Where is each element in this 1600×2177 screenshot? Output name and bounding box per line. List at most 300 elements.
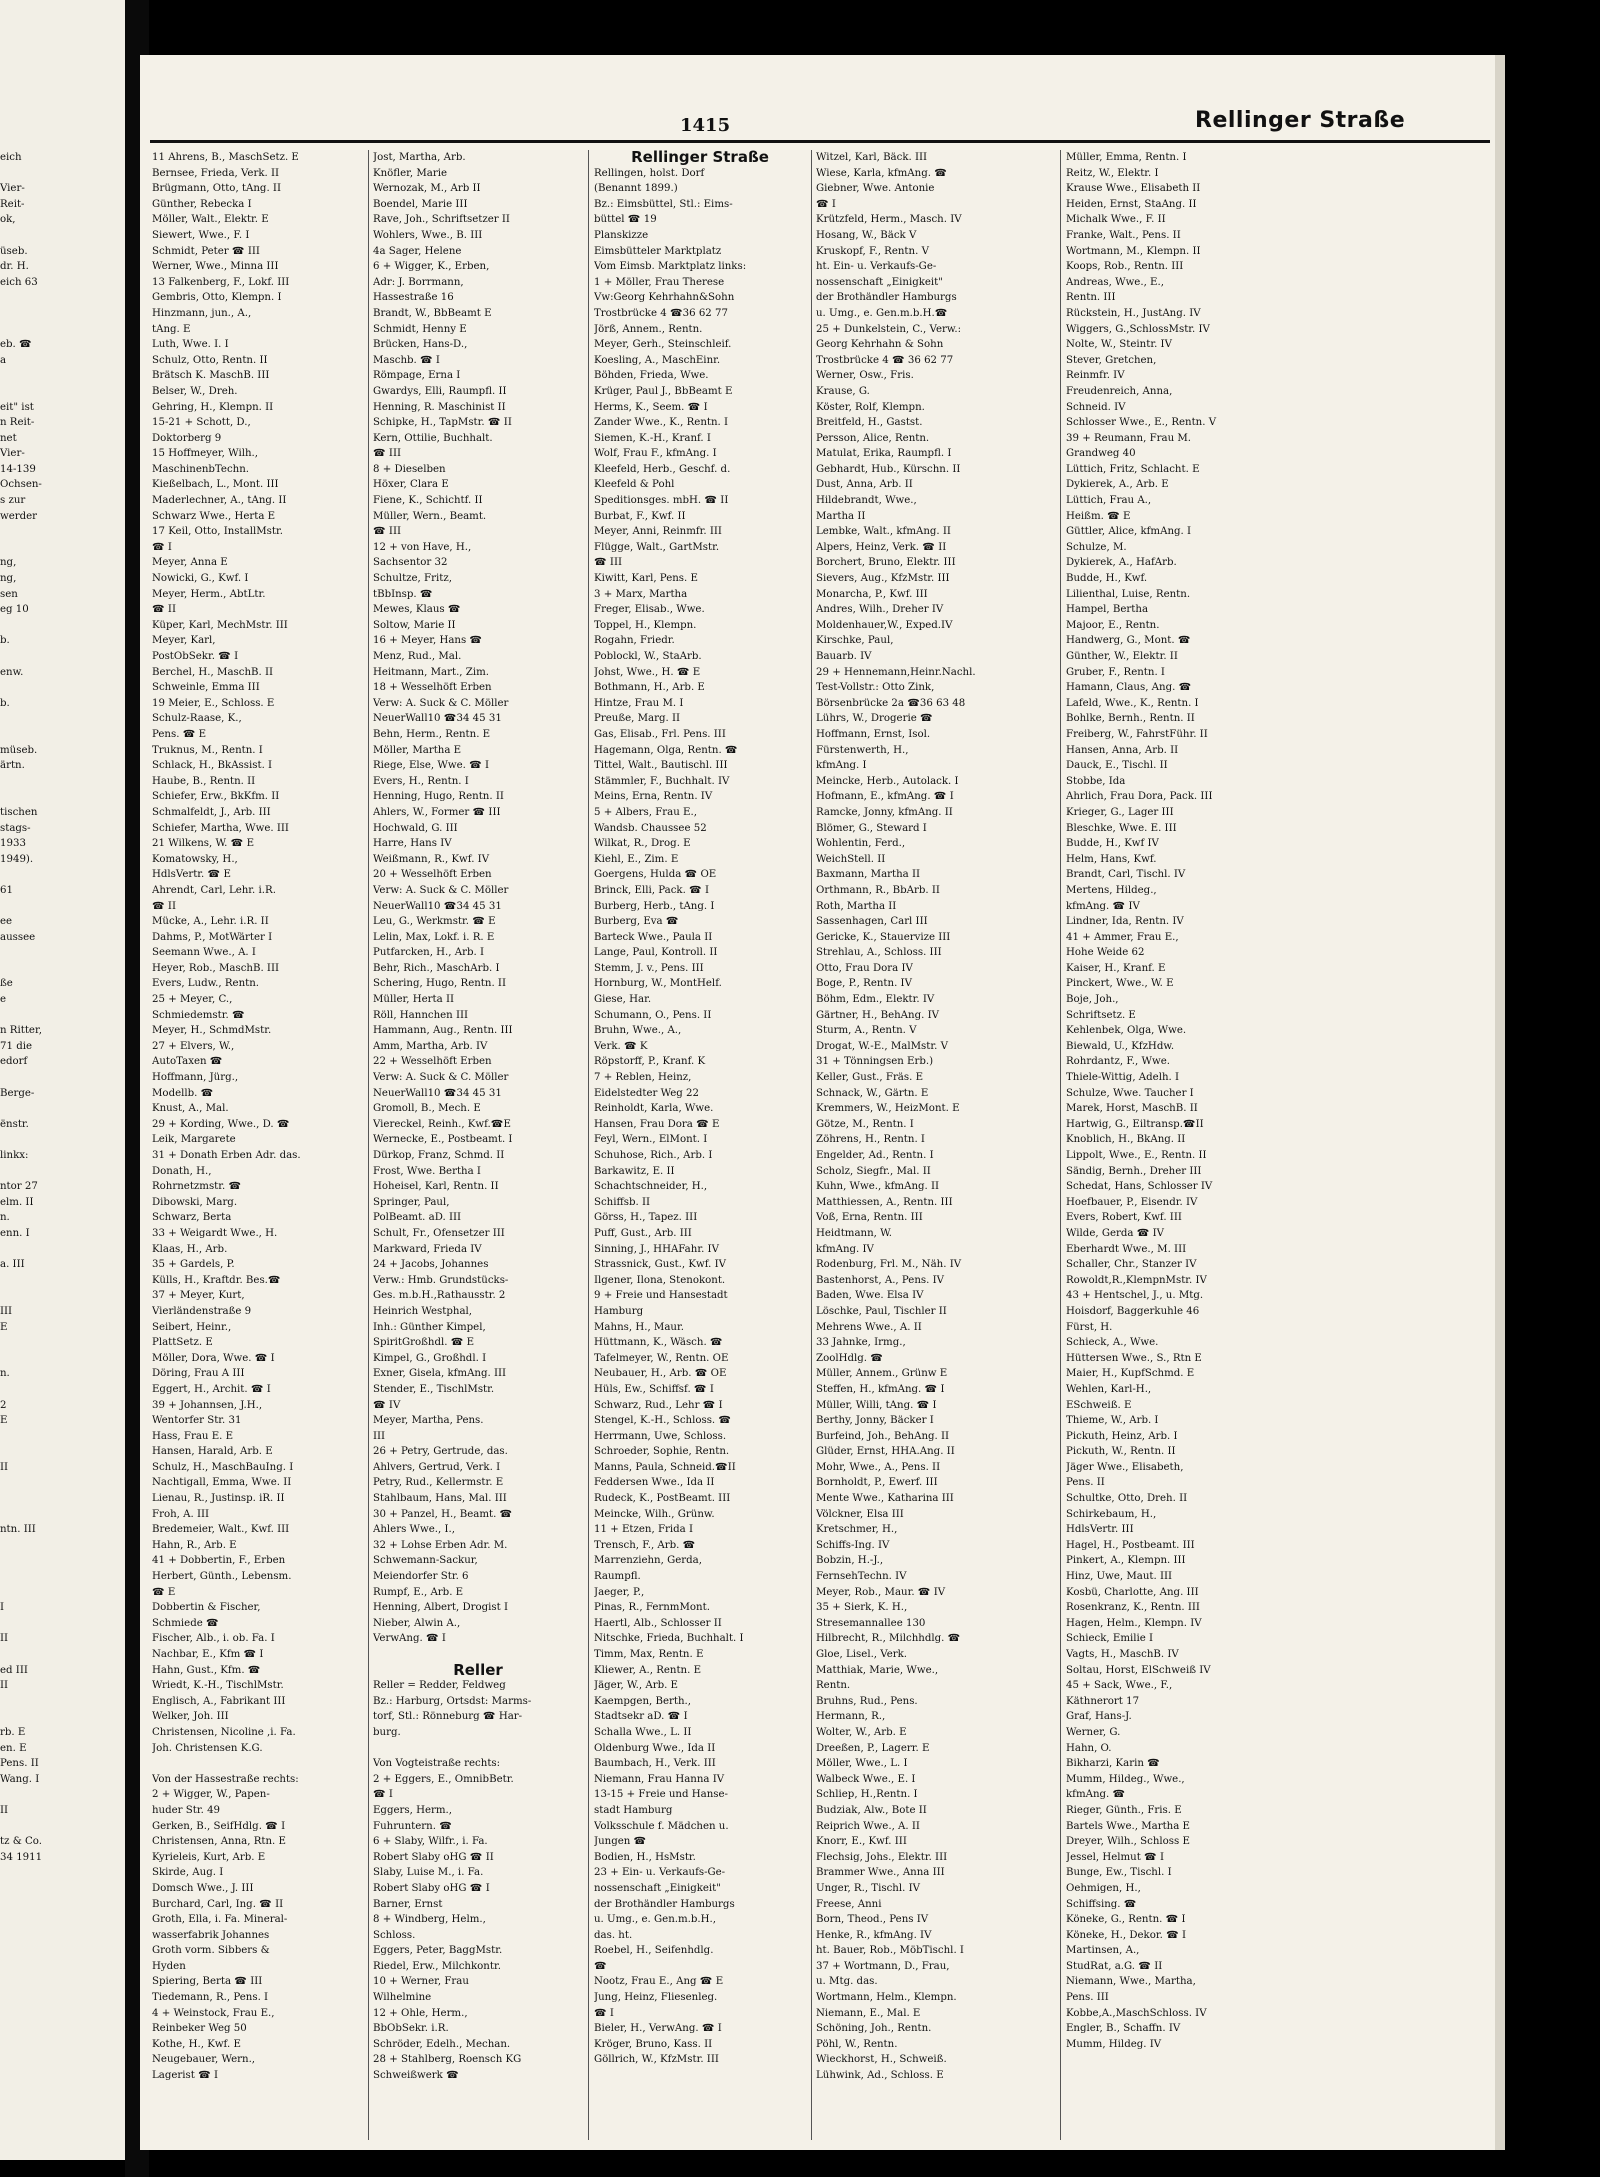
directory-entry-line: 19 Meier, E., Schloss. E — [152, 697, 275, 709]
directory-entry-line: Luth, Wwe. I. I — [152, 339, 229, 351]
directory-entry-line: Freudenreich, Anna, — [1066, 385, 1173, 397]
directory-entry-line: Pöhl, W., Rentn. — [816, 2038, 898, 2050]
directory-entry-line: 39 + Johannsen, J.H., — [152, 1399, 263, 1411]
directory-entry-line: Brandt, W., BbBeamt E — [373, 307, 492, 319]
directory-entry-line: Wriedt, K.-H., TischlMstr. — [152, 1680, 284, 1692]
directory-entry-line: Bornholdt, P., Ewerf. III — [816, 1477, 938, 1489]
directory-entry-line: Preuße, Marg. II — [594, 713, 681, 725]
directory-entry-line: der Brothändler Hamburgs — [594, 1898, 735, 1910]
facing-page-line — [0, 368, 125, 384]
directory-entry-line: ☎ II — [152, 900, 176, 912]
facing-page-line: Reit- — [0, 198, 25, 210]
directory-entry-line: Schriftsetz. E — [1066, 1009, 1136, 1021]
directory-entry-line: 31 + Tönningsen Erb.) — [816, 1056, 934, 1068]
directory-entry-line: Kaempgen, Berth., — [594, 1695, 692, 1707]
facing-page-line: ße — [0, 978, 13, 990]
directory-entry-line: 6 + Slaby, Wilfr., i. Fa. — [373, 1836, 488, 1848]
directory-entry-line: Schipke, H., TapMstr. ☎ II — [373, 417, 512, 429]
directory-entry-line: ☎ II — [152, 604, 176, 616]
directory-entry-line: Robert Slaby oHG ☎ I — [373, 1882, 490, 1894]
directory-entry-line: 37 + Wortmann, D., Frau, — [816, 1960, 950, 1972]
directory-entry-line: Hosang, W., Bäck V — [816, 229, 917, 241]
directory-entry-line: Feyl, Wern., ElMont. I — [594, 1134, 708, 1146]
directory-entry-line: stadt Hamburg — [594, 1804, 673, 1816]
directory-entry-line: Herbert, Günth., Lebensm. — [152, 1571, 292, 1583]
directory-entry-line: Nieber, Alwin A., — [373, 1617, 461, 1629]
facing-page-line: 34 1911 — [0, 1851, 43, 1863]
directory-column-3 — [594, 150, 806, 2140]
directory-entry-line: Eimsbütteler Marktplatz — [594, 245, 722, 257]
directory-entry-line: Möller, Walt., Elektr. E — [152, 214, 269, 226]
directory-entry-line: Martinsen, A., — [1066, 1945, 1140, 1957]
directory-entry-line: Jaeger, P., — [594, 1586, 645, 1598]
directory-entry-line: Kimpel, G., Großhdl. I — [373, 1352, 487, 1364]
directory-entry-line: 12 + Ohle, Herm., — [373, 2007, 468, 2019]
directory-entry-line: Maier, H., KupfSchmd. E — [1066, 1368, 1195, 1380]
directory-entry-line: Burbat, F., Kwf. II — [594, 510, 686, 522]
facing-page-line — [0, 1008, 125, 1024]
directory-entry-line: Müller, Emma, Rentn. I — [1066, 152, 1187, 163]
directory-entry-line: Dykierek, A., Arb. E — [1066, 479, 1169, 491]
directory-entry-line: Skirde, Aug. I — [152, 1867, 224, 1879]
directory-entry-line: Stresemannallee 130 — [816, 1617, 926, 1629]
directory-entry-line: Rückstein, H., JustAng. IV — [1066, 307, 1201, 319]
facing-page-line — [0, 384, 125, 400]
facing-page-line: Vier- — [0, 448, 25, 460]
directory-entry-line: Müller, Wern., Beamt. — [373, 510, 487, 522]
facing-page-line — [0, 1475, 125, 1491]
directory-entry-line: Christensen, Anna, Rtn. E — [152, 1836, 286, 1848]
facing-page-line — [0, 1242, 125, 1258]
directory-entry-line: (Benannt 1899.) — [594, 183, 678, 195]
directory-entry-line: Dahms, P., MotWärter I — [152, 931, 273, 943]
directory-entry-line: Eberhardt Wwe., M. III — [1066, 1243, 1187, 1255]
directory-entry-line: Hammann, Aug., Rentn. III — [373, 1025, 513, 1037]
directory-entry-line: Matulat, Erika, Raumpfl. I — [816, 448, 952, 460]
directory-entry-line: Kirschke, Paul, — [816, 635, 894, 647]
directory-entry-line: Schulze, M. — [1066, 541, 1127, 553]
directory-entry-line: Otto, Frau Dora IV — [816, 962, 913, 974]
directory-entry-line: Wieckhorst, H., Schweiß. — [816, 2054, 947, 2066]
directory-entry-line: Doktorberg 9 — [152, 432, 222, 444]
directory-entry-line: Böhden, Frieda, Wwe. — [594, 370, 709, 382]
facing-page-line — [0, 899, 125, 915]
directory-entry-line: Evers, H., Rentn. I — [373, 775, 469, 787]
directory-entry-line: Schiffs-Ing. IV — [816, 1539, 890, 1551]
facing-page-line: eb. ☎ — [0, 339, 32, 351]
directory-entry-line: VerwAng. ☎ I — [373, 1633, 446, 1645]
directory-entry-line: Manns, Paula, Schneid.☎II — [594, 1461, 736, 1473]
facing-page-line — [0, 618, 125, 634]
directory-entry-line: Hagemann, Olga, Rentn. ☎ — [594, 744, 738, 756]
directory-entry-line: Hartwig, G., Eiltransp.☎II — [1066, 1118, 1204, 1130]
facing-page-line — [0, 322, 125, 338]
directory-entry-line: Wilhelmine — [373, 1992, 432, 2004]
directory-entry-line: Andreas, Wwe., E., — [1066, 276, 1164, 288]
directory-entry-line: 7 + Reblen, Heinz, — [594, 1072, 692, 1084]
facing-page-line: Vier- — [0, 183, 25, 195]
facing-page-line — [0, 1382, 125, 1398]
directory-entry-line: Welker, Joh. III — [152, 1711, 229, 1723]
directory-entry-line: 13-15 + Freie und Hanse- — [594, 1789, 728, 1801]
directory-entry-line: Müller, Willi, tAng. ☎ I — [816, 1399, 937, 1411]
directory-entry-line: Stender, E., TischlMstr. — [373, 1383, 495, 1395]
directory-entry-line: Rieger, Günth., Fris. E — [1066, 1804, 1182, 1816]
directory-entry-line: Hoheisel, Karl, Rentn. II — [373, 1181, 499, 1193]
directory-entry-line: Baden, Wwe. Elsa IV — [816, 1290, 924, 1302]
directory-entry-line: Schlack, H., BkAssist. I — [152, 760, 273, 772]
directory-entry-line: Inh.: Günther Kimpel, — [373, 1321, 486, 1333]
directory-entry-line: Käthnerort 17 — [1066, 1695, 1140, 1707]
directory-entry-line: Mewes, Klaus ☎ — [373, 604, 461, 616]
directory-entry-line: Borchert, Bruno, Elektr. III — [816, 557, 956, 569]
directory-entry-line: Oehmigen, H., — [1066, 1882, 1141, 1894]
directory-entry-line: 16 + Meyer, Hans ☎ — [373, 635, 483, 647]
directory-entry-line: Dykierek, A., HafArb. — [1066, 557, 1177, 569]
facing-page-line: 2 — [0, 1399, 7, 1411]
directory-entry-line: Raumpfl. — [594, 1571, 641, 1583]
directory-entry-line: Schultze, Fritz, — [373, 573, 452, 585]
directory-entry-line: Wernecke, E., Postbeamt. I — [373, 1134, 513, 1146]
directory-entry-line: Markward, Frieda IV — [373, 1243, 482, 1255]
directory-entry-line: Hüttersen Wwe., S., Rtn E — [1066, 1352, 1202, 1364]
directory-entry-line: Ahrlich, Frau Dora, Pack. III — [1066, 791, 1213, 803]
directory-entry-line: Hoffmann, Jürg., — [152, 1072, 239, 1084]
directory-entry-line: Pinckert, Wwe., W. E — [1066, 978, 1174, 990]
directory-entry-line: Schirkebaum, H., — [1066, 1508, 1157, 1520]
facing-page-line: II — [0, 1461, 9, 1473]
directory-entry-line: Stengel, K.-H., Schloss. ☎ — [594, 1415, 732, 1427]
facing-page-line: E — [0, 1415, 8, 1427]
facing-page-line — [0, 1787, 125, 1803]
directory-entry-line: Göllrich, W., KfzMstr. III — [594, 2054, 719, 2066]
directory-entry-line: Neubauer, H., Arb. ☎ OE — [594, 1368, 727, 1380]
directory-entry-line: Schmiedemstr. ☎ — [152, 1009, 245, 1021]
facing-page-line: a — [0, 354, 7, 366]
directory-entry-line: Böhm, Edm., Elektr. IV — [816, 994, 935, 1006]
directory-entry-line: Pens. III — [1066, 1992, 1109, 2004]
directory-entry-line: Meyer, Gerh., Steinschleif. — [594, 339, 732, 351]
directory-entry-line: ☎ I — [594, 2007, 614, 2019]
directory-entry-line: Rohrdantz, F., Wwe. — [1066, 1056, 1170, 1068]
directory-entry-line: Pinkert, A., Klempn. III — [1066, 1555, 1186, 1567]
directory-entry-line: Rodenburg, Frl. M., Näh. IV — [816, 1259, 962, 1271]
directory-entry-line: Möller, Martha E — [373, 744, 462, 756]
directory-entry-line: Exner, Gisela, kfmAng. III — [373, 1368, 507, 1380]
directory-entry-line: Meins, Erna, Rentn. IV — [594, 791, 713, 803]
directory-entry-line: Stever, Gretchen, — [1066, 354, 1157, 366]
directory-entry-line: Lilienthal, Luise, Rentn. — [1066, 588, 1191, 600]
directory-entry-line: Meyer, Martha, Pens. — [373, 1415, 484, 1427]
directory-entry-line: Müller, Annem., Grünw E — [816, 1368, 948, 1380]
directory-entry-line: Oldenburg Wwe., Ida II — [594, 1742, 716, 1754]
facing-page-line — [0, 1273, 125, 1289]
directory-entry-line: Belser, W., Dreh. — [152, 385, 238, 397]
directory-entry-line: Mente Wwe., Katharina III — [816, 1493, 954, 1505]
directory-entry-line: Pens. II — [1066, 1477, 1105, 1489]
directory-entry-line: Schieck, A., Wwe. — [1066, 1337, 1159, 1349]
directory-entry-line: 33 Jahnke, Irmg., — [816, 1337, 906, 1349]
directory-entry-line: Riedel, Erw., Milchkontr. — [373, 1960, 501, 1972]
directory-entry-line: Nachtigall, Emma, Wwe. II — [152, 1477, 292, 1489]
directory-entry-line: Schaller, Chr., Stanzer IV — [1066, 1259, 1197, 1271]
directory-entry-line: Dreyer, Wilh., Schloss E — [1066, 1836, 1190, 1848]
directory-entry-line: kfmAng. IV — [816, 1243, 874, 1255]
directory-entry-line: Lagerist ☎ I — [152, 2070, 219, 2082]
directory-entry-line: Ges. m.b.H.,Rathausstr. 2 — [373, 1290, 506, 1302]
directory-entry-line: Rohrnetzmstr. ☎ — [152, 1181, 242, 1193]
directory-entry-line: ☎ E — [152, 1586, 176, 1598]
directory-entry-line: Modellb. ☎ — [152, 1087, 214, 1099]
facing-page-line — [0, 867, 125, 883]
directory-entry-line: Engelder, Ad., Rentn. I — [816, 1150, 934, 1161]
facing-page-line — [0, 540, 125, 556]
directory-entry-line: Strehlau, A., Schloss. III — [816, 947, 942, 959]
directory-entry-line: Schiefer, Erw., BkKfm. II — [152, 791, 280, 803]
directory-entry-line: Boje, Joh., — [1066, 994, 1119, 1006]
directory-entry-line: Vierländenstraße 9 — [152, 1305, 252, 1317]
directory-entry-line: Mumm, Hildeg. IV — [1066, 2038, 1162, 2050]
facing-page-line — [0, 166, 125, 182]
directory-entry-line: Tafelmeyer, W., Rentn. OE — [594, 1352, 729, 1364]
directory-entry-line: Kuhn, Wwe., kfmAng. II — [816, 1181, 940, 1193]
directory-entry-line: Schedat, Hans, Schlosser IV — [1066, 1181, 1213, 1193]
directory-entry-line: HdlsVertr. ☎ E — [152, 869, 231, 881]
directory-entry-line: kfmAng. ☎ IV — [1066, 900, 1140, 912]
directory-entry-line: Bobzin, H.-J., — [816, 1555, 884, 1567]
directory-entry-line: Verw.: Hmb. Grundstücks- — [373, 1274, 509, 1286]
directory-entry-line: Lienau, R., Justinsp. iR. II — [152, 1493, 285, 1505]
directory-entry-line: WeichStell. II — [816, 853, 886, 865]
directory-entry-line: 24 + Jacobs, Johannes — [373, 1259, 489, 1271]
facing-page-line: eg 10 — [0, 604, 29, 616]
directory-entry-line: Dobbertin & Fischer, — [152, 1602, 261, 1614]
directory-entry-line: Groth, Ella, i. Fa. Mineral- — [152, 1914, 288, 1926]
directory-entry-line: u. Umg., e. Gen.m.b.H., — [594, 1914, 717, 1926]
directory-entry-line: Persson, Alice, Rentn. — [816, 432, 930, 444]
facing-page-line: ärtn. — [0, 760, 25, 772]
directory-entry-line: Flügge, Walt., GartMstr. — [594, 541, 720, 553]
directory-entry-line: torf, Stl.: Rönneburg ☎ Har- — [373, 1711, 523, 1723]
directory-entry-line: Speditionsges. mbH. ☎ II — [594, 495, 729, 507]
facing-page-line: enn. I — [0, 1227, 30, 1239]
directory-entry-line: Fuhruntern. ☎ — [373, 1820, 452, 1832]
facing-page-line: dr. H. — [0, 261, 29, 273]
directory-entry-line: Test-Vollstr.: Otto Zink, — [816, 682, 935, 694]
directory-entry-line: Dauck, E., Tischl. II — [1066, 760, 1168, 772]
directory-entry-line: Schiefer, Martha, Wwe. III — [152, 822, 289, 834]
directory-entry-line: Kosbü, Charlotte, Ang. III — [1066, 1586, 1199, 1598]
directory-entry-line: Schöning, Joh., Rentn. — [816, 2023, 932, 2035]
directory-entry-line: Bieler, H., VerwAng. ☎ I — [594, 2023, 722, 2035]
directory-entry-line: Niemann, Frau Hanna IV — [594, 1773, 725, 1785]
directory-entry-line: Engler, B., Schaffn. IV — [1066, 2023, 1181, 2035]
directory-entry-line: Külls, H., Kraftdr. Bes.☎ — [152, 1274, 281, 1286]
directory-entry-line: Schweißwerk ☎ — [373, 2070, 459, 2082]
directory-entry-line — [152, 1756, 364, 1772]
directory-entry-line: Wortmann, Helm., Klempn. — [816, 1992, 957, 2004]
directory-entry-line: Hoefbauer, P., Eisendr. IV — [1066, 1196, 1198, 1208]
directory-entry-line: Köneke, G., Rentn. ☎ I — [1066, 1914, 1186, 1926]
directory-entry-line: Meyer, Anni, Reinmfr. III — [594, 526, 722, 538]
directory-entry-line: Köster, Rolf, Klempn. — [816, 401, 925, 413]
directory-entry-line: ☎ III — [594, 557, 623, 569]
page-number: 1415 — [680, 115, 731, 136]
directory-entry-line: 45 + Sack, Wwe., F., — [1066, 1680, 1173, 1692]
directory-entry-line: Froh, A. III — [152, 1508, 210, 1520]
column-rule — [811, 150, 812, 2140]
directory-entry-line: Hass, Frau E. E — [152, 1430, 234, 1442]
directory-entry-line: 33 + Weigardt Wwe., H. — [152, 1227, 278, 1239]
directory-entry-line: Trostbrücke 4 ☎ 36 62 77 — [816, 354, 954, 366]
facing-page-line: 14-139 — [0, 463, 36, 475]
directory-entry-line: Spiering, Berta ☎ III — [152, 1976, 263, 1988]
directory-entry-line: Reinholdt, Karla, Wwe. — [594, 1103, 714, 1115]
facing-page-line: Berge- — [0, 1087, 35, 1099]
directory-entry-line: Klaas, H., Arb. — [152, 1243, 228, 1255]
directory-entry-line: Schlosser Wwe., E., Rentn. V — [1066, 417, 1217, 429]
facing-page-line — [0, 1070, 125, 1086]
facing-page-line: ënstr. — [0, 1118, 29, 1130]
facing-page-line — [0, 1288, 125, 1304]
directory-entry-line: ☎ IV — [373, 1399, 401, 1411]
directory-entry-line: Riege, Else, Wwe. ☎ I — [373, 760, 490, 772]
directory-entry-line: Rumpf, E., Arb. E — [373, 1586, 464, 1598]
directory-entry-line: Wernozak, M., Arb II — [373, 183, 481, 195]
directory-entry-line: burg. — [373, 1726, 401, 1738]
directory-entry-line: 41 + Dobbertin, F., Erben — [152, 1555, 286, 1567]
directory-entry-line: Burberg, Eva ☎ — [594, 916, 679, 928]
directory-entry-line: NeuerWall10 ☎34 45 31 — [373, 900, 502, 912]
directory-entry-line: StudRat, a.G. ☎ II — [1066, 1960, 1163, 1972]
directory-entry-line: Heyer, Rob., MaschB. III — [152, 962, 279, 974]
facing-page-line — [0, 1647, 125, 1663]
directory-entry-line: Trostbrücke 4 ☎36 62 77 — [594, 307, 728, 319]
directory-entry-line: Hahn, Gust., Kfm. ☎ — [152, 1664, 261, 1676]
facing-page-line — [0, 1694, 125, 1710]
directory-entry-line: 13 Falkenberg, F., Lokf. III — [152, 276, 290, 288]
directory-entry-line: Kothe, H., Kwf. E — [152, 2038, 241, 2050]
directory-column-5 — [1066, 150, 1288, 2140]
directory-entry-line: Giese, Har. — [594, 994, 652, 1006]
directory-entry-line: Kruskopf, F., Rentn. V — [816, 245, 929, 257]
directory-entry-line: Kaiser, H., Kranf. E — [1066, 962, 1166, 974]
directory-entry-line: Schulze, Wwe. Taucher I — [1066, 1087, 1194, 1099]
directory-entry-line: 17 Keil, Otto, InstallMstr. — [152, 526, 283, 538]
directory-entry-line: Maderlechner, A., tAng. II — [152, 495, 287, 507]
directory-entry-line: 30 + Panzel, H., Beamt. ☎ — [373, 1508, 513, 1520]
directory-entry-line: Fiene, K., Schichtf. II — [373, 495, 483, 507]
directory-entry-line: Nowicki, G., Kwf. I — [152, 573, 249, 585]
facing-page-line: net — [0, 432, 17, 444]
directory-entry-line: 35 + Sierk, K. H., — [816, 1602, 908, 1614]
facing-page-line — [0, 1101, 125, 1117]
directory-entry-line: Koops, Rob., Rentn. III — [1066, 261, 1184, 273]
directory-entry-line: Schumann, O., Pens. II — [594, 1009, 712, 1021]
directory-entry-line: Strassnick, Gust., Kwf. IV — [594, 1259, 726, 1271]
directory-entry-line: Von Vogteistraße rechts: — [373, 1758, 501, 1770]
directory-entry-line: 2 + Eggers, E., OmnibBetr. — [373, 1773, 514, 1785]
directory-entry-line: ht. Bauer, Rob., MöbTischl. I — [816, 1945, 964, 1957]
directory-entry-line: Kretschmer, H., — [816, 1524, 898, 1536]
directory-entry-line: Lüttich, Frau A., — [1066, 495, 1152, 507]
facing-page-line: s zur — [0, 495, 26, 507]
facing-page-line: n Reit- — [0, 417, 35, 429]
running-head-street: Rellinger Straße — [1195, 108, 1406, 133]
directory-entry-line: 8 + Windberg, Helm., — [373, 1914, 486, 1926]
directory-entry-line: Englisch, A., Fabrikant III — [152, 1695, 286, 1707]
directory-entry-line: Kern, Ottilie, Buchhalt. — [373, 432, 493, 444]
facing-page-line — [0, 961, 125, 977]
directory-entry-line: Löschke, Paul, Tischler II — [816, 1305, 947, 1317]
directory-entry-line: NeuerWall10 ☎34 45 31 — [373, 713, 502, 725]
facing-page-line: Wang. I — [0, 1773, 40, 1785]
directory-entry-line: Görss, H., Tapez. III — [594, 1212, 698, 1224]
facing-page-line: eich — [0, 152, 22, 163]
facing-page-line: müseb. — [0, 744, 38, 756]
directory-entry-line: Verw: A. Suck & C. Möller — [373, 884, 509, 896]
directory-entry-line: Brammer Wwe., Anna III — [816, 1867, 945, 1879]
directory-entry-line: Joh. Christensen K.G. — [152, 1742, 263, 1754]
directory-entry-line: Frost, Wwe. Bertha I — [373, 1165, 481, 1177]
directory-entry-line: Heitmann, Mart., Zim. — [373, 666, 490, 678]
directory-entry-line: büttel ☎ 19 — [594, 214, 657, 226]
directory-entry-line: Lelin, Max, Lokf. i. R. E — [373, 931, 495, 943]
directory-entry-line: Reinbeker Weg 50 — [152, 2023, 247, 2035]
directory-entry-line: Zander Wwe., K., Rentn. I — [594, 417, 729, 429]
directory-entry-line: Volksschule f. Mädchen u. — [594, 1820, 729, 1832]
directory-entry-line: Bruhns, Rud., Pens. — [816, 1695, 918, 1707]
directory-entry-line: Budde, H., Kwf IV — [1066, 838, 1159, 850]
directory-entry-line: Schliep, H.,Rentn. I — [816, 1789, 918, 1801]
directory-entry-line: Schiffsb. II — [594, 1196, 651, 1208]
directory-entry-line: Ahlers, W., Former ☎ III — [373, 806, 501, 818]
directory-entry-line: Gericke, K., Stauervize III — [816, 931, 951, 943]
directory-entry-line: Schulz, Otto, Rentn. II — [152, 354, 268, 366]
directory-entry-line: Hoisdorf, Baggerkuhle 46 — [1066, 1305, 1200, 1317]
directory-entry-line: Sändig, Bernh., Dreher III — [1066, 1165, 1202, 1177]
directory-entry-line: III — [373, 1430, 386, 1442]
directory-entry-line: 32 + Lohse Erben Adr. M. — [373, 1539, 508, 1551]
directory-entry-line: Kiehl, E., Zim. E — [594, 853, 679, 865]
directory-entry-line: Pickuth, Heinz, Arb. I — [1066, 1430, 1178, 1442]
directory-entry-line: ☎ — [594, 1960, 607, 1972]
directory-entry-line: Wilkat, R., Drog. E — [594, 838, 691, 850]
directory-entry-line: Johst, Wwe., H. ☎ E — [594, 666, 701, 678]
directory-entry-line: Gembris, Otto, Klempn. I — [152, 292, 282, 304]
directory-entry-line: NeuerWall10 ☎34 45 31 — [373, 1087, 502, 1099]
facing-page-line: b. — [0, 697, 10, 709]
directory-entry-line: Budde, H., Kwf. — [1066, 573, 1148, 585]
directory-entry-line: Nolte, W., Steintr. IV — [1066, 339, 1172, 351]
facing-page-line: werder — [0, 510, 38, 522]
directory-entry-line: Kröger, Bruno, Kass. II — [594, 2038, 713, 2050]
directory-entry-line: Pickuth, W., Rentn. II — [1066, 1446, 1176, 1458]
directory-entry-line: Freger, Elisab., Wwe. — [594, 604, 705, 616]
directory-entry-line: Hüls, Ew., Schiffsf. ☎ I — [594, 1383, 714, 1395]
directory-entry-line: Lembke, Walt., kfmAng. II — [816, 526, 951, 538]
directory-entry-line: Graf, Hans-J. — [1066, 1711, 1132, 1723]
directory-entry-line: Rudeck, K., PostBeamt. III — [594, 1493, 731, 1505]
directory-entry-line: Henning, R. Maschinist II — [373, 401, 506, 413]
directory-entry-line: Wohlentin, Ferd., — [816, 838, 906, 850]
directory-entry-line: Krützfeld, Herm., Masch. IV — [816, 214, 962, 226]
directory-entry-line: Bernsee, Frieda, Verk. II — [152, 167, 280, 179]
directory-entry-line: Döring, Frau A III — [152, 1368, 245, 1380]
directory-entry-line: Krieger, G., Lager III — [1066, 806, 1174, 818]
directory-entry-line: Siewert, Wwe., F. I — [152, 229, 250, 241]
directory-entry-line: Breitfeld, H., Gastst. — [816, 417, 923, 429]
